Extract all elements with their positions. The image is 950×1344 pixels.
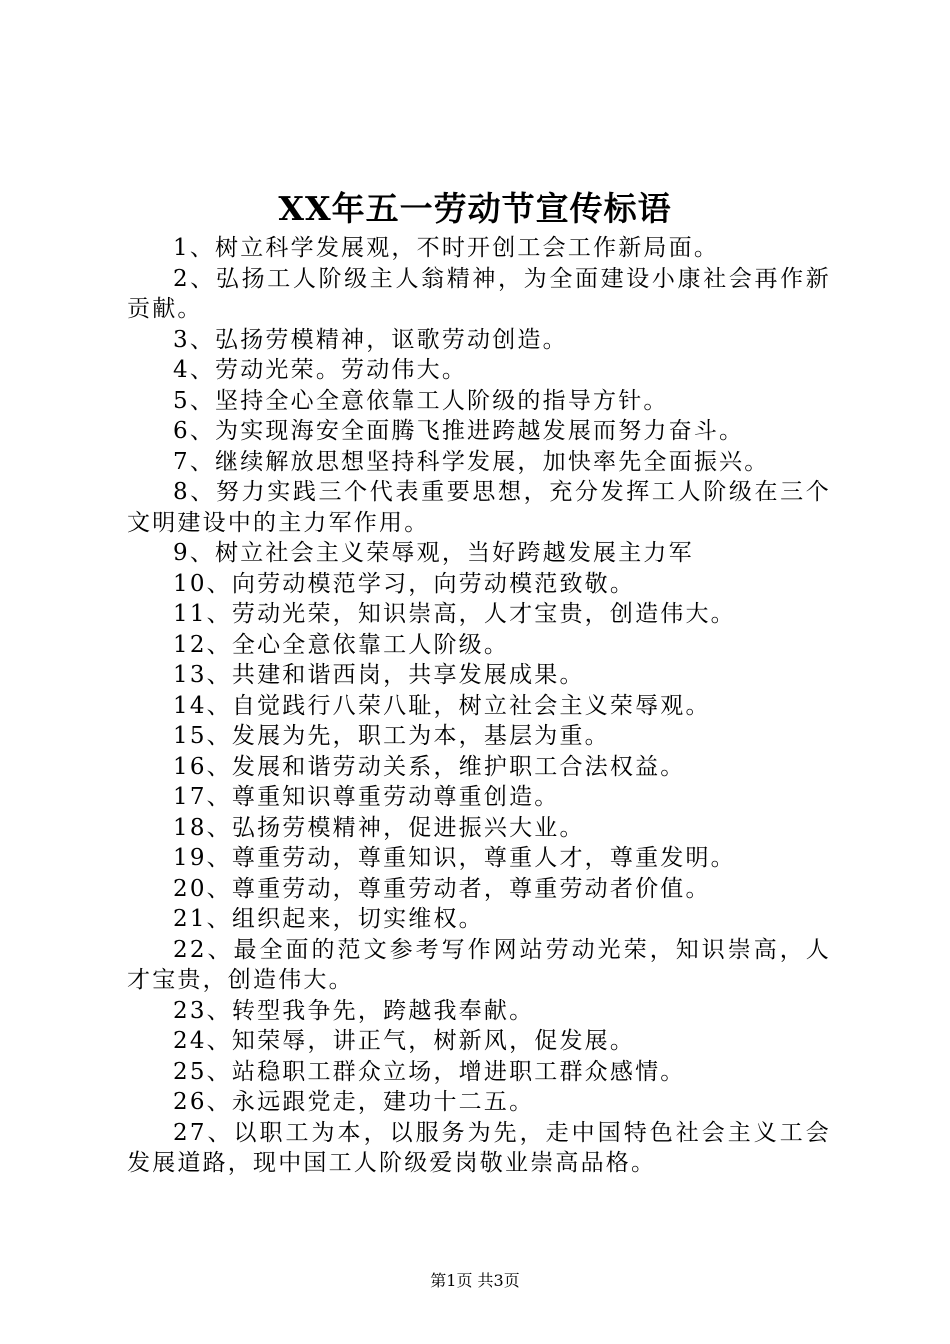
slogan-item: 4、劳动光荣。劳动伟大。 [173, 357, 468, 383]
slogan-item: 17、尊重知识尊重劳动尊重创造。 [173, 784, 560, 810]
slogan-item: 6、为实现海安全面腾飞推进跨越发展而努力奋斗。 [173, 418, 745, 444]
slogan-item: 13、共建和谐西岗，共享发展成果。 [173, 662, 585, 688]
slogan-item: 23、转型我争先，跨越我奉献。 [173, 997, 535, 1024]
slogan-item: 18、弘扬劳模精神，促进振兴大业。 [173, 814, 585, 841]
slogan-item: 15、发展为先，职工为本，基层为重。 [173, 723, 610, 749]
slogan-item: 16、发展和谐劳动关系，维护职工合法权益。 [173, 753, 686, 780]
slogan-item: 26、永远跟党走，建功十二五。 [173, 1089, 535, 1115]
slogan-item: 1、树立科学发展观，不时开创工会工作新局面。 [173, 235, 720, 261]
slogan-item: 11、劳动光荣，知识崇高，人才宝贵，创造伟大。 [173, 601, 736, 627]
slogan-item: 3、弘扬劳模精神，讴歌劳动创造。 [173, 326, 568, 353]
slogan-item: 14、自觉践行八荣八耻，树立社会主义荣辱观。 [173, 692, 711, 719]
slogan-item: 19、尊重劳动，尊重知识，尊重人才，尊重发明。 [173, 845, 736, 871]
slogan-item: 12、全心全意依靠工人阶级。 [173, 631, 510, 658]
slogan-item: 9、树立社会主义荣辱观，当好跨越发展主力军 [173, 540, 694, 566]
page-number-footer: 第1页 共3页 [430, 1271, 520, 1290]
slogan-item: 5、坚持全心全意依靠工人阶级的指导方针。 [173, 387, 669, 414]
slogan-item: 20、尊重劳动，尊重劳动者，尊重劳动者价值。 [173, 875, 711, 902]
slogan-item: 22、最全面的范文参考写作网站劳动光荣，知识崇高，人才宝贵，创造伟大。 [127, 936, 831, 993]
slogan-item: 21、组织起来，切实维权。 [173, 906, 484, 932]
slogan-item: 8、努力实践三个代表重要思想，充分发挥工人阶级在三个文明建设中的主力军作用。 [127, 479, 831, 536]
page-title: XX年五一劳动节宣传标语 [278, 189, 672, 228]
slogan-item: 10、向劳动模范学习，向劳动模范致敬。 [173, 570, 636, 597]
slogan-item: 27、以职工为本，以服务为先，走中国特色社会主义工会发展道路，现中国工人阶级爱岗敬业崇高品格。 [127, 1119, 831, 1176]
slogan-item: 24、知荣辱，讲正气，树新风，促发展。 [173, 1028, 636, 1054]
slogan-item: 2、弘扬工人阶级主人翁精神，为全面建设小康社会再作新贡献。 [127, 265, 831, 322]
slogan-item: 25、站稳职工群众立场，增进职工群众感情。 [173, 1058, 686, 1085]
slogan-list [127, 233, 831, 1179]
slogan-item: 7、继续解放思想坚持科学发展，加快率先全面振兴。 [173, 448, 770, 475]
